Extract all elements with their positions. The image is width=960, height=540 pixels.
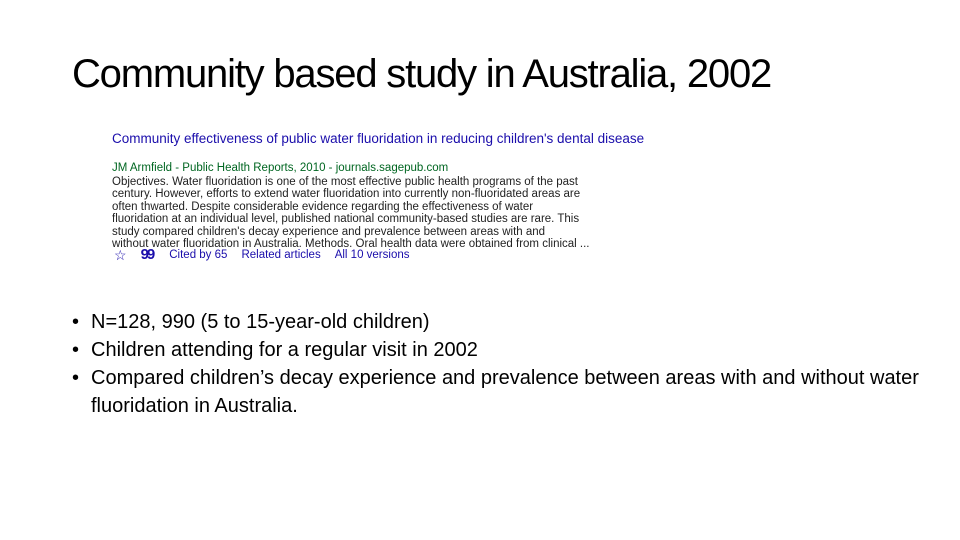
result-title-link[interactable]: Community effectiveness of public water fluoridation in reducing children's dental disease (112, 131, 645, 146)
related-articles-link[interactable]: Related articles (241, 249, 321, 261)
result-snippet: Objectives. Water fluoridation is one of the most effective public health programs of the past century. However, efforts to extend water fluoridation into currently non-fluoridated areas are often thwarted. Despite considerable evidence regarding the effectiveness of water fluoridation at an individual level, published national community-based studies are rare. This study compared children's decay experience and prevalence between areas with and without water fluoridation in Australia. Methods. Oral health data were obtained from clinical ... (112, 176, 590, 251)
bullet-sample-size: • N=128, 990 (5 to 15-year-old children) (72, 308, 932, 336)
scholar-result-card (100, 128, 700, 268)
bullet-attendance: • Children attending for a regular visit in 2002 (72, 336, 932, 364)
result-author-line: JM Armfield - Public Health Reports, 2010 - journals.sagepub.com (112, 162, 449, 174)
bullet-comparison: • Compared children’s decay experience and prevalence between areas with and without water fluoridation in Australia. (72, 364, 932, 420)
slide-title: Community based study in Australia, 2002 (72, 52, 772, 96)
star-icon[interactable]: ☆ (114, 247, 127, 263)
result-actions (114, 246, 424, 263)
bullet-list (72, 308, 932, 420)
quote-icon[interactable]: 99 (140, 246, 154, 263)
cited-by-link[interactable]: Cited by 65 (169, 249, 228, 261)
all-versions-link[interactable]: All 10 versions (334, 249, 410, 261)
